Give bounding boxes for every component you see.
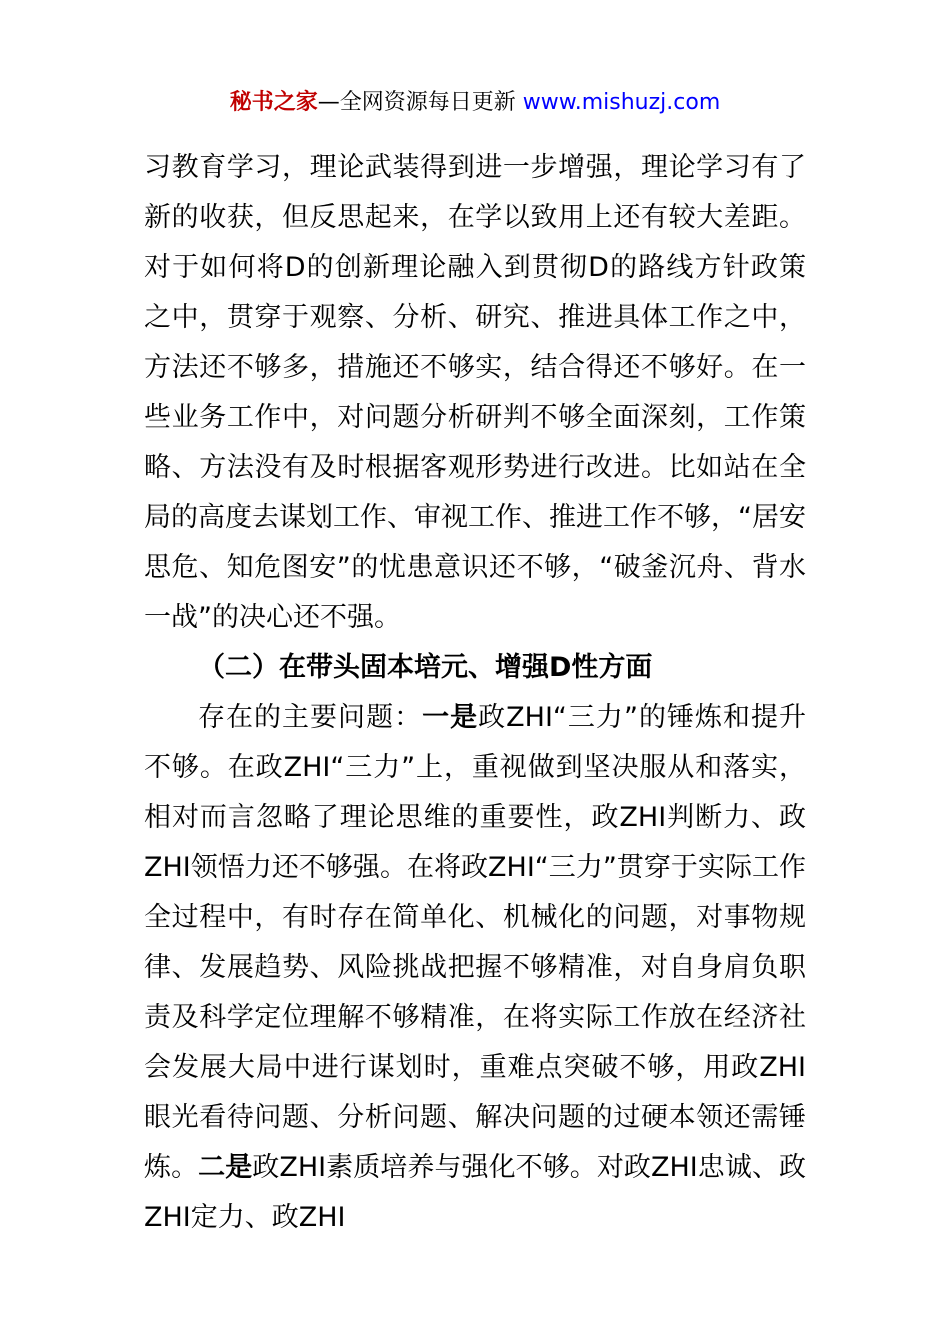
site-tagline: —全网资源每日更新 (317, 90, 516, 115)
site-url-link[interactable]: www.mishuzj.com (522, 90, 721, 115)
site-header (0, 86, 950, 120)
section-heading: （二）在带头固本培元、增强D性方面 (198, 652, 653, 683)
document-body (144, 143, 806, 1243)
paragraph-main-problems (144, 693, 806, 1243)
point-two-text: 政ZHI素质培养与强化不够。对政ZHI忠诚、政ZHI定力、政ZHI (144, 1152, 807, 1233)
point-two-label: 二是 (198, 1152, 253, 1183)
paragraph-continuation: 习教育学习，理论武装得到进一步增强，理论学习有了新的收获，但反思起来，在学以致用上还有较大差距。对于如何将D的创新理论融入到贯彻D的路线方针政策之中，贯穿于观察、分析、研究、推进具体工作之中，方法还不够多，措施还不够实，结合得还不够好。在一些业务工作中，对问题分析研判不够全面深刻，工作策略、方法没有及时根据客观形势进行改进。比如站在全局的高度去谋划工作、审视工作、推进工作不够，“居安思危、知危图安”的忧患意识还不够，“破釜沉舟、背水一战”的决心还不强。 (144, 152, 806, 633)
problems-lead: 存在的主要问题： (198, 702, 423, 733)
point-one-label: 一是 (422, 702, 479, 733)
site-brand: 秘书之家 (229, 90, 318, 115)
point-one-text: 政ZHI“三力”的锤炼和提升不够。在政ZHI“三力”上，重视做到坚决服从和落实，相对而言忽略了理论思维的重要性，政ZHI判断力、政ZHI领悟力还不够强。在将政ZHI“三力”贯穿于实际工作全过程中，有时存在简单化、机械化的问题，对事物规律、发展趋势、风险挑战把握不够精准，对自身肩负职责及科学定位理解不够精准，在将实际工作放在经济社会发展大局中进行谋划时，重难点突破不够，用政ZHI眼光看待问题、分析问题、解决问题的过硬本领还需锤炼。 (144, 702, 807, 1183)
